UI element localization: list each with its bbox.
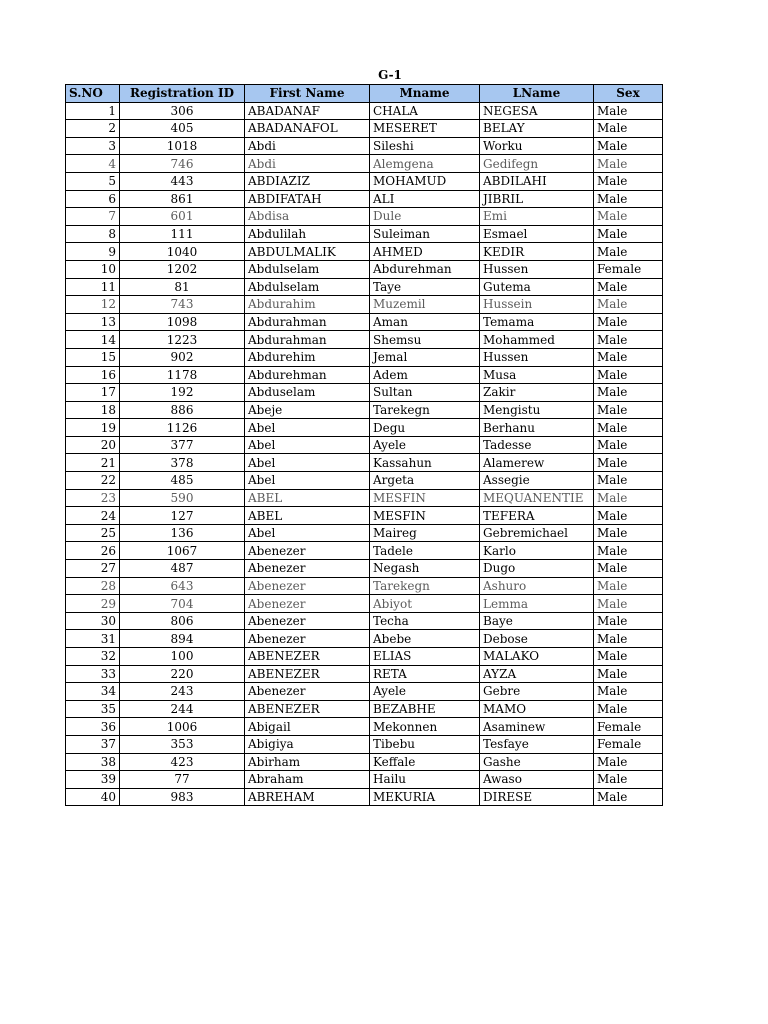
cell-first-name[interactable]: Abraham [245, 771, 370, 789]
table-row [66, 577, 663, 595]
cell-sex[interactable]: Male [594, 560, 663, 578]
cell-mname[interactable]: AHMED [370, 243, 480, 261]
cell-registration-id[interactable]: 1067 [120, 542, 245, 560]
cell-lname[interactable]: Emi [480, 208, 594, 226]
cell-first-name[interactable]: ABADANAFOL [245, 120, 370, 138]
table-row [66, 630, 663, 648]
cell-registration-id[interactable]: 902 [120, 348, 245, 366]
table-row [66, 401, 663, 419]
cell-registration-id[interactable]: 601 [120, 208, 245, 226]
cell-sex[interactable]: Male [594, 788, 663, 806]
table-row [66, 753, 663, 771]
cell-mname[interactable]: Shemsu [370, 331, 480, 349]
cell-first-name[interactable]: ABENEZER [245, 648, 370, 666]
cell-sno[interactable]: 19 [66, 419, 120, 437]
table-row [66, 419, 663, 437]
cell-sex[interactable]: Male [594, 348, 663, 366]
cell-sno[interactable]: 8 [66, 225, 120, 243]
cell-sex[interactable]: Male [594, 384, 663, 402]
cell-registration-id[interactable]: 443 [120, 172, 245, 190]
cell-sno[interactable]: 22 [66, 472, 120, 490]
cell-sno[interactable]: 35 [66, 700, 120, 718]
cell-sno[interactable]: 39 [66, 771, 120, 789]
cell-mname[interactable]: Abiyot [370, 595, 480, 613]
cell-first-name[interactable]: Abdisa [245, 208, 370, 226]
cell-registration-id[interactable]: 1202 [120, 260, 245, 278]
cell-lname[interactable]: Dugo [480, 560, 594, 578]
cell-sno[interactable]: 13 [66, 313, 120, 331]
table-row [66, 384, 663, 402]
cell-sex[interactable]: Male [594, 419, 663, 437]
cell-sex[interactable]: Male [594, 120, 663, 138]
cell-registration-id[interactable]: 81 [120, 278, 245, 296]
cell-mname[interactable]: Taye [370, 278, 480, 296]
cell-lname[interactable]: Temama [480, 313, 594, 331]
cell-first-name[interactable]: Abenezer [245, 577, 370, 595]
table-row [66, 542, 663, 560]
cell-lname[interactable]: Awaso [480, 771, 594, 789]
table-row [66, 137, 663, 155]
cell-first-name[interactable]: Abdurehim [245, 348, 370, 366]
cell-sex[interactable]: Male [594, 542, 663, 560]
table-row [66, 120, 663, 138]
table-row [66, 771, 663, 789]
cell-mname[interactable]: Abdurehman [370, 260, 480, 278]
cell-mname[interactable]: Adem [370, 366, 480, 384]
cell-sex[interactable]: Male [594, 577, 663, 595]
cell-registration-id[interactable]: 127 [120, 507, 245, 525]
cell-sex[interactable]: Male [594, 489, 663, 507]
cell-lname[interactable]: Tadesse [480, 436, 594, 454]
cell-first-name[interactable]: Abenezer [245, 630, 370, 648]
cell-registration-id[interactable]: 1126 [120, 419, 245, 437]
cell-sno[interactable]: 26 [66, 542, 120, 560]
table-row [66, 225, 663, 243]
table-row [66, 348, 663, 366]
cell-sno[interactable]: 25 [66, 524, 120, 542]
cell-lname[interactable]: KEDIR [480, 243, 594, 261]
cell-mname[interactable]: BEZABHE [370, 700, 480, 718]
cell-first-name[interactable]: Abdulilah [245, 225, 370, 243]
cell-sno[interactable]: 20 [66, 436, 120, 454]
cell-sno[interactable]: 34 [66, 683, 120, 701]
cell-lname[interactable]: NEGESA [480, 102, 594, 120]
table-row [66, 102, 663, 120]
cell-registration-id[interactable]: 746 [120, 155, 245, 173]
cell-first-name[interactable]: Abduselam [245, 384, 370, 402]
cell-mname[interactable]: Alemgena [370, 155, 480, 173]
cell-registration-id[interactable]: 378 [120, 454, 245, 472]
cell-sex[interactable]: Male [594, 507, 663, 525]
cell-first-name[interactable]: Abdi [245, 155, 370, 173]
cell-mname[interactable]: Tarekegn [370, 577, 480, 595]
column-header-sex[interactable]: Sex [594, 85, 663, 103]
cell-first-name[interactable]: Abdurahman [245, 313, 370, 331]
cell-registration-id[interactable]: 136 [120, 524, 245, 542]
cell-lname[interactable]: DIRESE [480, 788, 594, 806]
cell-sno[interactable]: 18 [66, 401, 120, 419]
cell-mname[interactable]: Muzemil [370, 296, 480, 314]
cell-first-name[interactable]: Abeje [245, 401, 370, 419]
cell-registration-id[interactable]: 244 [120, 700, 245, 718]
cell-mname[interactable]: Ayele [370, 436, 480, 454]
cell-first-name[interactable]: ABADANAF [245, 102, 370, 120]
cell-sex[interactable]: Male [594, 102, 663, 120]
cell-sno[interactable]: 27 [66, 560, 120, 578]
table-row [66, 524, 663, 542]
cell-sno[interactable]: 28 [66, 577, 120, 595]
cell-sex[interactable]: Male [594, 595, 663, 613]
sheet-title: G-1 [378, 68, 402, 82]
cell-first-name[interactable]: Abenezer [245, 612, 370, 630]
cell-registration-id[interactable]: 806 [120, 612, 245, 630]
cell-lname[interactable]: Gedifegn [480, 155, 594, 173]
cell-lname[interactable]: Hussen [480, 260, 594, 278]
cell-registration-id[interactable]: 220 [120, 665, 245, 683]
cell-sex[interactable]: Male [594, 700, 663, 718]
cell-lname[interactable]: Gutema [480, 278, 594, 296]
cell-first-name[interactable]: Abel [245, 472, 370, 490]
cell-mname[interactable]: MESFIN [370, 489, 480, 507]
cell-registration-id[interactable]: 423 [120, 753, 245, 771]
cell-sno[interactable]: 12 [66, 296, 120, 314]
cell-first-name[interactable]: Abenezer [245, 595, 370, 613]
cell-first-name[interactable]: Abenezer [245, 542, 370, 560]
table-row [66, 278, 663, 296]
cell-mname[interactable]: Sultan [370, 384, 480, 402]
cell-mname[interactable]: Tibebu [370, 735, 480, 753]
cell-sex[interactable]: Male [594, 753, 663, 771]
cell-registration-id[interactable]: 192 [120, 384, 245, 402]
cell-sno[interactable]: 23 [66, 489, 120, 507]
cell-registration-id[interactable]: 1006 [120, 718, 245, 736]
cell-first-name[interactable]: Abdurahim [245, 296, 370, 314]
roster-table [65, 84, 663, 806]
table-row [66, 648, 663, 666]
roster-body [66, 102, 663, 806]
cell-lname[interactable]: Gashe [480, 753, 594, 771]
cell-registration-id[interactable]: 1018 [120, 137, 245, 155]
table-row [66, 788, 663, 806]
cell-lname[interactable]: Asaminew [480, 718, 594, 736]
table-row [66, 595, 663, 613]
cell-sex[interactable]: Male [594, 665, 663, 683]
cell-first-name[interactable]: ABEL [245, 489, 370, 507]
cell-sno[interactable]: 21 [66, 454, 120, 472]
cell-lname[interactable]: Hussein [480, 296, 594, 314]
cell-sno[interactable]: 31 [66, 630, 120, 648]
cell-sex[interactable]: Male [594, 225, 663, 243]
cell-sno[interactable]: 3 [66, 137, 120, 155]
cell-sno[interactable]: 15 [66, 348, 120, 366]
cell-sex[interactable]: Male [594, 771, 663, 789]
cell-lname[interactable]: Karlo [480, 542, 594, 560]
cell-mname[interactable]: Jemal [370, 348, 480, 366]
cell-mname[interactable]: RETA [370, 665, 480, 683]
cell-sno[interactable]: 37 [66, 735, 120, 753]
cell-mname[interactable]: Tadele [370, 542, 480, 560]
cell-mname[interactable]: Negash [370, 560, 480, 578]
cell-sex[interactable]: Male [594, 313, 663, 331]
cell-sex[interactable]: Male [594, 137, 663, 155]
cell-registration-id[interactable]: 1098 [120, 313, 245, 331]
cell-mname[interactable]: Suleiman [370, 225, 480, 243]
cell-lname[interactable]: Hussen [480, 348, 594, 366]
cell-mname[interactable]: MESFIN [370, 507, 480, 525]
table-row [66, 172, 663, 190]
cell-mname[interactable]: Maireg [370, 524, 480, 542]
cell-lname[interactable]: Tesfaye [480, 735, 594, 753]
header-row [66, 85, 663, 103]
cell-first-name[interactable]: Abdurahman [245, 331, 370, 349]
cell-first-name[interactable]: Abenezer [245, 683, 370, 701]
cell-sno[interactable]: 29 [66, 595, 120, 613]
cell-lname[interactable]: Zakir [480, 384, 594, 402]
cell-mname[interactable]: Degu [370, 419, 480, 437]
cell-lname[interactable]: Ashuro [480, 577, 594, 595]
cell-lname[interactable]: MAMO [480, 700, 594, 718]
cell-first-name[interactable]: Abel [245, 454, 370, 472]
cell-first-name[interactable]: ABEL [245, 507, 370, 525]
cell-first-name[interactable]: Abel [245, 419, 370, 437]
cell-sex[interactable]: Female [594, 735, 663, 753]
cell-first-name[interactable]: Abenezer [245, 560, 370, 578]
cell-lname[interactable]: Gebremichael [480, 524, 594, 542]
cell-lname[interactable]: Berhanu [480, 419, 594, 437]
cell-first-name[interactable]: Abel [245, 524, 370, 542]
cell-mname[interactable]: MESERET [370, 120, 480, 138]
cell-mname[interactable]: Hailu [370, 771, 480, 789]
cell-first-name[interactable]: ABDIAZIZ [245, 172, 370, 190]
cell-sno[interactable]: 2 [66, 120, 120, 138]
cell-lname[interactable]: JIBRIL [480, 190, 594, 208]
cell-first-name[interactable]: Abigail [245, 718, 370, 736]
cell-registration-id[interactable]: 377 [120, 436, 245, 454]
table-row [66, 454, 663, 472]
table-row [66, 208, 663, 226]
cell-first-name[interactable]: Abirham [245, 753, 370, 771]
cell-registration-id[interactable]: 1223 [120, 331, 245, 349]
cell-sex[interactable]: Male [594, 331, 663, 349]
cell-registration-id[interactable]: 983 [120, 788, 245, 806]
cell-first-name[interactable]: ABENEZER [245, 665, 370, 683]
cell-sex[interactable]: Male [594, 243, 663, 261]
cell-sno[interactable]: 17 [66, 384, 120, 402]
cell-lname[interactable]: Gebre [480, 683, 594, 701]
cell-registration-id[interactable]: 243 [120, 683, 245, 701]
cell-sno[interactable]: 33 [66, 665, 120, 683]
cell-sno[interactable]: 10 [66, 260, 120, 278]
table-row [66, 260, 663, 278]
cell-sex[interactable]: Female [594, 260, 663, 278]
cell-lname[interactable]: Assegie [480, 472, 594, 490]
cell-sex[interactable]: Male [594, 155, 663, 173]
cell-sex[interactable]: Male [594, 296, 663, 314]
cell-first-name[interactable]: Abdulselam [245, 278, 370, 296]
table-row [66, 612, 663, 630]
cell-sno[interactable]: 5 [66, 172, 120, 190]
cell-registration-id[interactable]: 894 [120, 630, 245, 648]
table-row [66, 718, 663, 736]
cell-first-name[interactable]: Abdulselam [245, 260, 370, 278]
cell-sex[interactable]: Male [594, 172, 663, 190]
cell-mname[interactable]: Sileshi [370, 137, 480, 155]
cell-sex[interactable]: Male [594, 208, 663, 226]
cell-lname[interactable]: Mengistu [480, 401, 594, 419]
cell-sno[interactable]: 7 [66, 208, 120, 226]
cell-sno[interactable]: 11 [66, 278, 120, 296]
cell-registration-id[interactable]: 743 [120, 296, 245, 314]
cell-lname[interactable]: AYZA [480, 665, 594, 683]
cell-first-name[interactable]: ABDULMALIK [245, 243, 370, 261]
cell-sex[interactable]: Male [594, 401, 663, 419]
cell-sex[interactable]: Male [594, 648, 663, 666]
cell-sno[interactable]: 9 [66, 243, 120, 261]
cell-lname[interactable]: Musa [480, 366, 594, 384]
cell-registration-id[interactable]: 590 [120, 489, 245, 507]
cell-sex[interactable]: Male [594, 472, 663, 490]
cell-registration-id[interactable]: 353 [120, 735, 245, 753]
cell-mname[interactable]: MEKURIA [370, 788, 480, 806]
cell-sno[interactable]: 40 [66, 788, 120, 806]
cell-registration-id[interactable]: 643 [120, 577, 245, 595]
cell-sno[interactable]: 36 [66, 718, 120, 736]
cell-sex[interactable]: Male [594, 683, 663, 701]
cell-sex[interactable]: Female [594, 718, 663, 736]
cell-mname[interactable]: ALI [370, 190, 480, 208]
cell-sno[interactable]: 24 [66, 507, 120, 525]
cell-lname[interactable]: Esmael [480, 225, 594, 243]
cell-mname[interactable]: Mekonnen [370, 718, 480, 736]
cell-first-name[interactable]: Abigiya [245, 735, 370, 753]
cell-registration-id[interactable]: 704 [120, 595, 245, 613]
cell-lname[interactable]: BELAY [480, 120, 594, 138]
column-header-lname[interactable]: LName [480, 85, 594, 103]
cell-registration-id[interactable]: 306 [120, 102, 245, 120]
table-row [66, 489, 663, 507]
table-row [66, 683, 663, 701]
cell-mname[interactable]: Kassahun [370, 454, 480, 472]
table-row [66, 313, 663, 331]
cell-sno[interactable]: 14 [66, 331, 120, 349]
cell-sno[interactable]: 30 [66, 612, 120, 630]
table-row [66, 700, 663, 718]
cell-registration-id[interactable]: 487 [120, 560, 245, 578]
cell-registration-id[interactable]: 1040 [120, 243, 245, 261]
table-row [66, 735, 663, 753]
cell-sno[interactable]: 38 [66, 753, 120, 771]
cell-mname[interactable]: Aman [370, 313, 480, 331]
table-row [66, 436, 663, 454]
cell-sex[interactable]: Male [594, 454, 663, 472]
column-header-sno[interactable]: S.NO [66, 85, 120, 103]
table-row [66, 155, 663, 173]
cell-mname[interactable]: Tarekegn [370, 401, 480, 419]
cell-lname[interactable]: ABDILAHI [480, 172, 594, 190]
cell-lname[interactable]: MEQUANENTIE [480, 489, 594, 507]
cell-mname[interactable]: Dule [370, 208, 480, 226]
table-row [66, 507, 663, 525]
cell-sno[interactable]: 1 [66, 102, 120, 120]
cell-sex[interactable]: Male [594, 612, 663, 630]
cell-sex[interactable]: Male [594, 630, 663, 648]
cell-first-name[interactable]: ABENEZER [245, 700, 370, 718]
cell-registration-id[interactable]: 77 [120, 771, 245, 789]
cell-lname[interactable]: Mohammed [480, 331, 594, 349]
cell-mname[interactable]: Abebe [370, 630, 480, 648]
cell-first-name[interactable]: Abdi [245, 137, 370, 155]
cell-sno[interactable]: 16 [66, 366, 120, 384]
table-row [66, 366, 663, 384]
cell-first-name[interactable]: Abel [245, 436, 370, 454]
cell-sex[interactable]: Male [594, 190, 663, 208]
cell-lname[interactable]: Worku [480, 137, 594, 155]
cell-mname[interactable]: ELIAS [370, 648, 480, 666]
cell-mname[interactable]: MOHAMUD [370, 172, 480, 190]
cell-registration-id[interactable]: 485 [120, 472, 245, 490]
table-row [66, 665, 663, 683]
cell-registration-id[interactable]: 886 [120, 401, 245, 419]
cell-lname[interactable]: MALAKO [480, 648, 594, 666]
cell-mname[interactable]: Argeta [370, 472, 480, 490]
cell-sex[interactable]: Male [594, 366, 663, 384]
cell-first-name[interactable]: Abdurehman [245, 366, 370, 384]
column-header-registration-id[interactable]: Registration ID [120, 85, 245, 103]
cell-lname[interactable]: Debose [480, 630, 594, 648]
cell-sno[interactable]: 4 [66, 155, 120, 173]
cell-lname[interactable]: TEFERA [480, 507, 594, 525]
cell-sno[interactable]: 6 [66, 190, 120, 208]
cell-mname[interactable]: CHALA [370, 102, 480, 120]
cell-sno[interactable]: 32 [66, 648, 120, 666]
cell-mname[interactable]: Keffale [370, 753, 480, 771]
cell-first-name[interactable]: ABREHAM [245, 788, 370, 806]
cell-sex[interactable]: Male [594, 278, 663, 296]
table-row [66, 243, 663, 261]
cell-mname[interactable]: Techa [370, 612, 480, 630]
cell-registration-id[interactable]: 100 [120, 648, 245, 666]
cell-first-name[interactable]: ABDIFATAH [245, 190, 370, 208]
cell-lname[interactable]: Baye [480, 612, 594, 630]
cell-registration-id[interactable]: 861 [120, 190, 245, 208]
column-header-mname[interactable]: Mname [370, 85, 480, 103]
cell-sex[interactable]: Male [594, 436, 663, 454]
column-header-first-name[interactable]: First Name [245, 85, 370, 103]
table-row [66, 560, 663, 578]
table-row [66, 296, 663, 314]
cell-mname[interactable]: Ayele [370, 683, 480, 701]
table-row [66, 472, 663, 490]
cell-lname[interactable]: Lemma [480, 595, 594, 613]
table-row [66, 190, 663, 208]
cell-sex[interactable]: Male [594, 524, 663, 542]
table-row [66, 331, 663, 349]
cell-registration-id[interactable]: 111 [120, 225, 245, 243]
cell-lname[interactable]: Alamerew [480, 454, 594, 472]
cell-registration-id[interactable]: 1178 [120, 366, 245, 384]
cell-registration-id[interactable]: 405 [120, 120, 245, 138]
